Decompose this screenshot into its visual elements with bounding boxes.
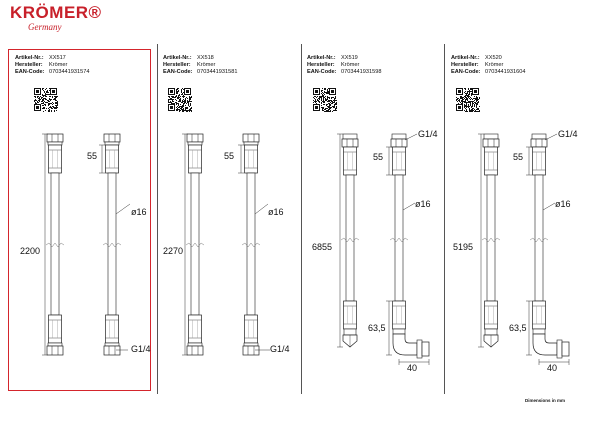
- elbow-width-dimension: 40: [407, 363, 418, 373]
- diameter-dimension: ø16: [415, 199, 431, 209]
- ean-code: 0703441931574: [49, 69, 90, 75]
- manufacturer: Krömer: [485, 62, 504, 68]
- crimp-length-dimension: 55: [87, 151, 98, 161]
- dimensions-footnote: Dimensions in mm: [525, 398, 566, 403]
- manufacturer: Krömer: [197, 62, 216, 68]
- length-dimension: 5195: [453, 242, 474, 252]
- artikel-number: XX519: [341, 55, 358, 61]
- diameter-dimension: ø16: [268, 207, 284, 217]
- artikel-number: XX518: [197, 55, 214, 61]
- ean-code: 0703441931604: [485, 69, 526, 75]
- fitting-length-dimension: 63,5: [509, 323, 527, 333]
- crimp-length-dimension: 55: [373, 152, 384, 162]
- ean-code: 0703441931581: [197, 69, 238, 75]
- product-info-xx519: Artikel-Nr.: XX519 Hersteller: Krömer EAN-Code: 0703441931598: [307, 55, 382, 75]
- crimp-length-dimension: 55: [513, 152, 524, 162]
- product-info-xx518: Artikel-Nr.: XX518 Hersteller: Krömer EAN-Code: 0703441931581: [163, 55, 238, 75]
- length-dimension: 2200: [20, 246, 41, 256]
- hose-xx517: [42, 134, 130, 355]
- elbow-width-dimension: 40: [547, 363, 558, 373]
- artikel-number: XX520: [485, 55, 502, 61]
- brand-tagline: Germany: [28, 22, 62, 32]
- thread-dimension: G1/4: [131, 344, 151, 354]
- brand-name: KRÖMER®: [10, 3, 102, 22]
- manufacturer: Krömer: [341, 62, 360, 68]
- length-dimension: 2270: [163, 246, 184, 256]
- product-info-xx517: Artikel-Nr.: XX517 Hersteller: Krömer EAN-Code: 0703441931574: [15, 55, 90, 75]
- fitting-length-dimension: 63,5: [368, 323, 386, 333]
- diameter-dimension: ø16: [131, 207, 147, 217]
- diameter-dimension: ø16: [555, 199, 571, 209]
- manufacturer: Krömer: [49, 62, 68, 68]
- thread-dimension: G1/4: [418, 129, 438, 139]
- hose-xx518: [182, 134, 270, 355]
- thread-dimension: G1/4: [558, 129, 578, 139]
- ean-code: 0703441931598: [341, 69, 382, 75]
- artikel-number: XX517: [49, 55, 66, 61]
- length-dimension: 6855: [312, 242, 333, 252]
- thread-dimension: G1/4: [270, 344, 290, 354]
- crimp-length-dimension: 55: [224, 151, 235, 161]
- product-info-xx520: Artikel-Nr.: XX520 Hersteller: Krömer EAN-Code: 0703441931604: [451, 55, 526, 75]
